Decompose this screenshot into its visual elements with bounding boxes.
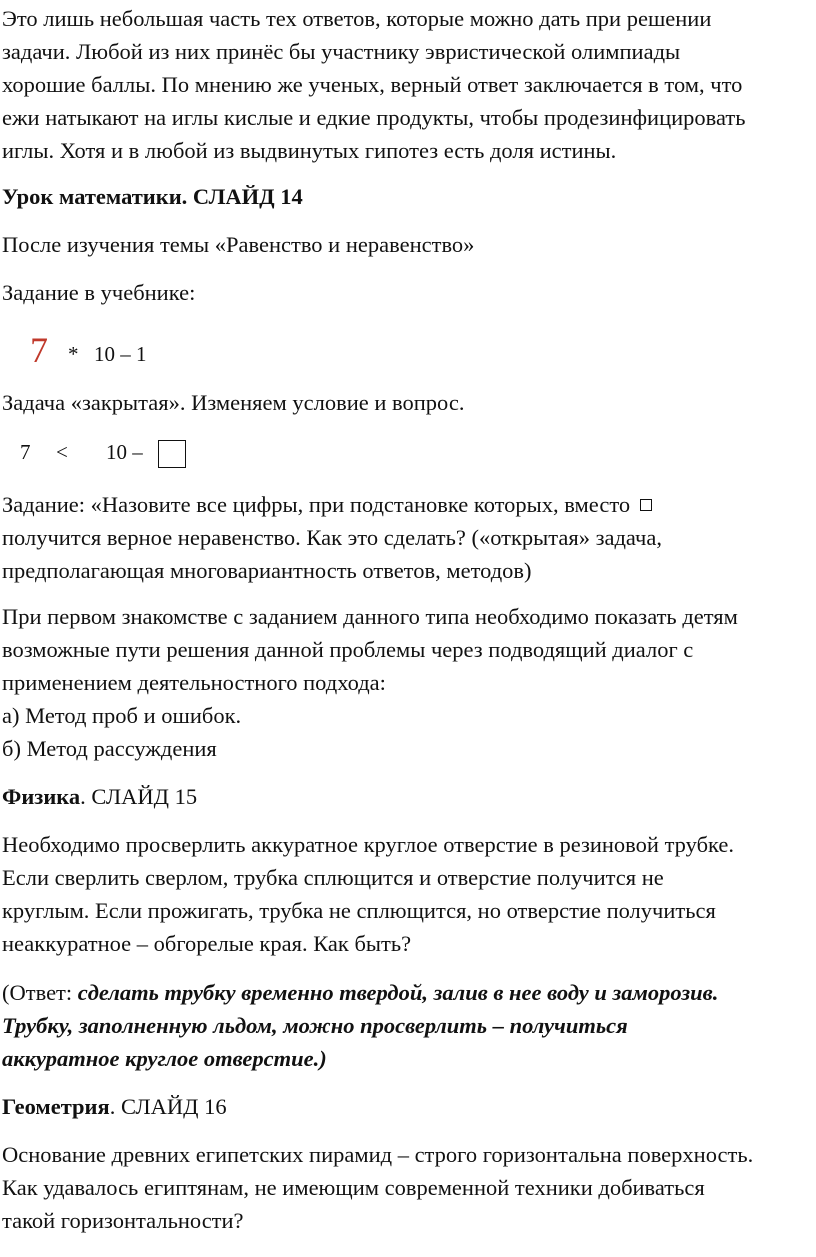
- assignment-line: получится верное неравенство. Как это сделать? («открытая» задача,: [2, 525, 662, 550]
- methods-line: возможные пути решения данной проблемы через подводящий диалог с: [2, 637, 694, 662]
- math-after-topic: После изучения темы «Равенство и неравенство»: [2, 232, 475, 257]
- physics-problem: [2, 828, 814, 960]
- methods-line: При первом знакомстве с заданием данного типа необходимо показать детям: [2, 604, 738, 629]
- physics-line: Если сверлить сверлом, трубка сплющится и отверстие получится не: [2, 865, 664, 890]
- highlighted-digit: 7: [30, 330, 48, 370]
- geometry-heading: Геометрия. СЛАЙД 16: [2, 1094, 227, 1119]
- intro-line: задачи. Любой из них принёс бы участнику эвристической олимпиады: [2, 39, 681, 64]
- methods-line: а) Метод проб и ошибок.: [2, 703, 242, 728]
- answer-line: Трубку, заполненную льдом, можно просверлить – получиться: [2, 1013, 628, 1038]
- blank-box: [158, 440, 186, 468]
- physics-line: круглым. Если прожигать, трубка не сплющится, но отверстие получиться: [2, 898, 716, 923]
- intro-line: Это лишь небольшая часть тех ответов, которые можно дать при решении: [2, 6, 712, 31]
- expression-rest: 10 – 1: [94, 342, 147, 366]
- math-task-label: Задание в учебнике:: [2, 280, 196, 305]
- methods-line: б) Метод рассуждения: [2, 736, 217, 761]
- math-heading: Урок математики. СЛАЙД 14: [2, 184, 303, 209]
- intro-line: иглы. Хотя и в любой из выдвинутых гипотез есть доля истины.: [2, 138, 617, 163]
- intro-line: ежи натыкают на иглы кислые и едкие продукты, чтобы продезинфицировать: [2, 105, 746, 130]
- math-closed-task: Задача «закрытая». Изменяем условие и вопрос.: [2, 390, 465, 415]
- expression-right: 10 –: [106, 440, 143, 464]
- intro-line: хорошие баллы. По мнению же ученых, верный ответ заключается в том, что: [2, 72, 743, 97]
- geometry-problem: [2, 1138, 814, 1237]
- expression-operator: *: [68, 342, 79, 366]
- expression-left: 7: [20, 440, 31, 464]
- intro-paragraph: [2, 2, 814, 167]
- methods-paragraph: [2, 600, 814, 765]
- geometry-line: такой горизонтальности?: [2, 1208, 244, 1233]
- answer-line: (Ответ: сделать трубку временно твердой, залив в нее воду и заморозив.: [2, 980, 719, 1005]
- physics-answer: [2, 976, 814, 1075]
- physics-line: Необходимо просверлить аккуратное круглое отверстие в резиновой трубке.: [2, 832, 735, 857]
- geometry-line: Основание древних египетских пирамид – строго горизонтальна поверхность.: [2, 1142, 754, 1167]
- assignment-line: предполагающая многовариантность ответов, методов): [2, 558, 532, 583]
- methods-line: применением деятельностного подхода:: [2, 670, 386, 695]
- blank-box-small: [640, 499, 652, 511]
- physics-heading: Физика. СЛАЙД 15: [2, 784, 198, 809]
- assignment-paragraph: [2, 488, 814, 587]
- assignment-line: Задание: «Назовите все цифры, при подстановке которых, вместо: [2, 488, 814, 521]
- answer-line: аккуратное круглое отверстие.): [2, 1046, 327, 1071]
- physics-line: неаккуратное – обгорелые края. Как быть?: [2, 931, 412, 956]
- expression-operator: <: [56, 440, 68, 464]
- geometry-line: Как удавалось египтянам, не имеющим современной техники добиваться: [2, 1175, 705, 1200]
